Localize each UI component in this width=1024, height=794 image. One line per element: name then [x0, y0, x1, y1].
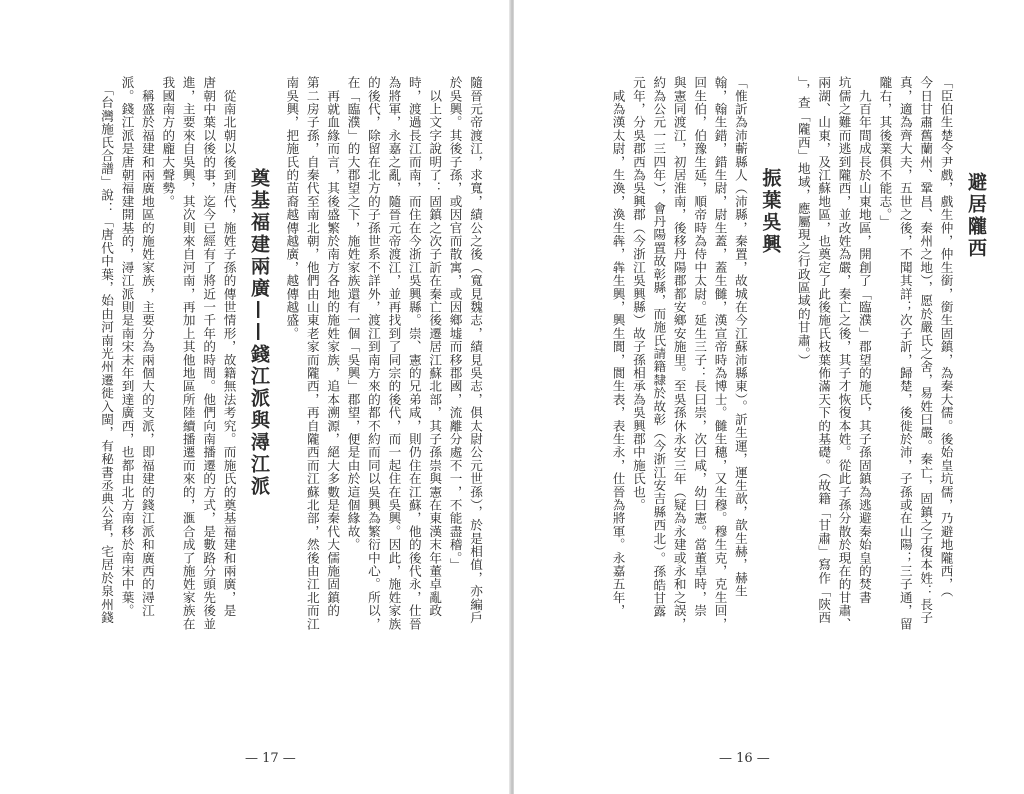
text-column: 約為公元一三四年），會丹陽置故彰縣，而施氏請籍隸於故彰（今浙江安吉縣西北）。孫皓甘露	[651, 76, 667, 618]
text-column: 稱盛於福建和兩廣地區的施姓家族，主要分為兩個大的支派，即福建的錢江派和廣西的潯江	[139, 76, 155, 618]
page-number: — 16 —	[719, 751, 770, 766]
right-page-text	[550, 76, 990, 736]
text-column: 」，查「隴西」地域，應屬現之行政區域的甘肅。）	[795, 76, 811, 367]
text-column: 派。錢江派是唐朝福建開基的，潯江派則是南宋末年到達廣西，也都由北方南移於南宋中葉。	[119, 76, 135, 618]
text-column: 為將軍，永嘉之亂，隨晉元帝渡江，並再找到了同宗的後代，而一起住在吳興。因此，施姓家族	[386, 76, 402, 631]
text-column: 隨晉元帝渡江，求寬，績公之後（寬見魏志，績見吳志，俱太尉公元世孫），於是相值，亦編戶	[468, 76, 483, 625]
text-column: 九百年間成長於山東地區，開創了「臨濮」郡望的施氏，其子孫固鎮為逃避秦始皇的焚書	[856, 76, 872, 604]
text-column: 咸為漢太尉，生渙，渙生犇，犇生興，興生閬，閬生表，表生永，仕晉為將軍。永嘉五年，	[610, 76, 626, 618]
text-column: 回生伯，伯豫生延，順帝時為侍中太尉。延生三子：長曰崇，次曰咸，幼曰憲。當董卓時，崇	[692, 76, 708, 618]
text-column: 南吳興，把施氏的苗裔越傳越廣，越傳越盛。	[284, 76, 300, 340]
text-column: 「臣伯生楚令尹戲，戲生仲，仲生銜，銜生固鎮，為秦大儒。後始皇坑儒，乃避地隴西，（	[938, 76, 954, 598]
text-column: 今日甘肅舊蘭州、鞏昌、秦州之地），愿於嚴氏之舍，易姓曰嚴。秦亡，固鎮之子復本姓：長子	[918, 76, 934, 625]
text-column: 與憲同渡江，初居淮南，後移丹陽郡都安鄉安施里。至吳孫休永安三年（疑為永建或永和之誤，	[671, 76, 687, 631]
text-column: 唐朝中葉以後的事，迄今已經有了將近一千年的時間。他們向南播遷的方式，是數路分頭先後並	[201, 76, 217, 631]
text-column: 於吳興。其後子孫，或因官而散寓，或因鄉墟而移郡國，流離分處不一，不能盡稽。」	[447, 76, 463, 572]
text-column: 以上文字說明了：固鎮之次子訢在秦亡後遷居江蘇北部，其子孫崇與憲在東漢末年董卓亂政	[427, 76, 443, 618]
text-column: 第二房子孫，自秦代至南北朝，他們由山東老家而隴西，再自隴西而江蘇北部，然後由江北而江	[304, 76, 320, 631]
text-column: 坑儒之難而逃到隴西，並改姓為嚴，秦亡之後，其子才恢復本姓。從此子孫分散於現在的甘肅、	[836, 76, 852, 631]
text-column: 「台灣施氏合譜」說：「唐代中葉，始由河南光州遷徙入閩，有秘書丞典公者，宅居於泉州錢	[99, 76, 115, 625]
section-heading: 振葉吳興	[759, 168, 782, 256]
right-page	[514, 0, 1024, 794]
text-column: 兩湖、山東，及江蘇地區，也奠定了此後施氏枝葉佈滿天下的基礎。（故籍「甘肅」寫作「陝西	[816, 76, 832, 625]
text-column: 翰，翰生錯，錯生尉，尉生蓋，蓋生雠，漢宣帝時為博士。雠生穗，又生穆。穆生克，克生回，	[712, 76, 728, 631]
section-heading: 奠基福建兩廣——錢江派與潯江派	[247, 168, 270, 498]
text-column: 進，主要來自吳興，其次則來自河南，再加上其他地區所陸續播遷而來的，滙合成了施姓家族在	[180, 76, 196, 631]
section-heading: 避居隴西	[965, 172, 987, 260]
text-column: 隴右，其後業俱不能志。」	[877, 76, 893, 229]
text-column: 元年，分吳郡西為吳興郡（今浙江吳興縣）故子孫相承為吳興郡中施氏也。	[630, 76, 646, 512]
text-column: 「惟訢為沛蘄縣人（沛縣，秦置，故城在今江蘇沛縣東）。訢生運，運生歆，歆生赫，赫生	[732, 76, 748, 598]
text-column: 再就血緣而言，其後盛繁於南方各地的施姓家族，追本溯源，絕大多數是秦代大儒施固鎮的	[325, 76, 341, 618]
left-page-text	[25, 76, 485, 736]
page-number: — 17 —	[245, 751, 296, 766]
text-column: 我國南方的龐大聲勢。	[160, 76, 176, 208]
left-page	[0, 0, 511, 794]
text-column: 真，適為齊大夫，五世之後，不聞其詳；次子訢，歸楚，後徙於沛，子孫或在山陽；三子通，留	[897, 76, 913, 631]
text-column: 時，渡過長江而南，而住在今浙江吳興縣。崇、憲的兄弟咸，則仍住在江蘇，他的後代永，仕晉	[406, 76, 422, 631]
text-column: 在「臨濮」的大郡望之下，施姓家族還有一個「吳興」郡望，便是由於這個緣故。	[345, 76, 361, 552]
text-column: 從南北朝以後到唐代，施姓子孫的傳世情形，故籍無法考究。而施氏的奠基福建和兩廣，是	[221, 76, 237, 618]
text-column: 的後代，除留在北方的子孫世系不詳外，渡江到南方來的都不約而同以吳興為繁衍中心。所以，	[365, 76, 381, 631]
